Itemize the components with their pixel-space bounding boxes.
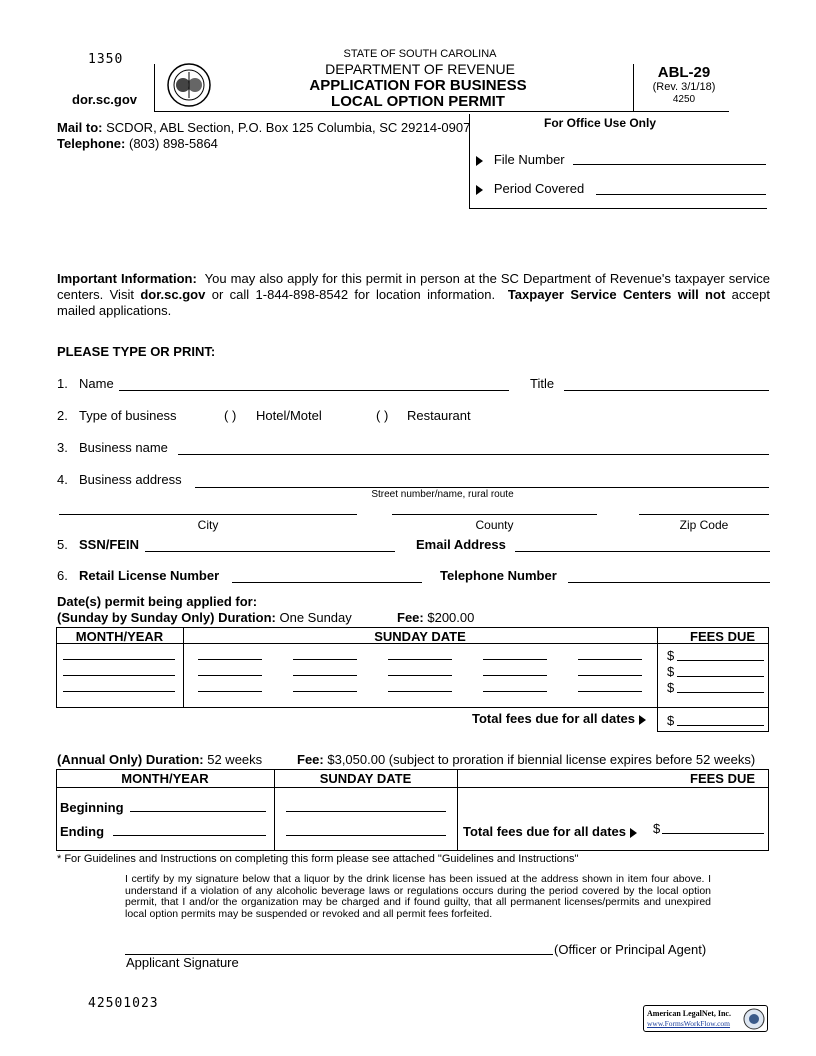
beginning-month-field[interactable] (130, 811, 266, 812)
item-2-number: 2. (57, 408, 68, 423)
file-number-field[interactable] (573, 164, 766, 165)
form-code: 1350 (88, 52, 124, 67)
sunday-month-field[interactable] (63, 675, 175, 676)
sunday-fee-field[interactable] (677, 660, 764, 661)
sunday-month-field[interactable] (63, 691, 175, 692)
name-label: Name (79, 376, 114, 391)
sunday-total-field[interactable] (677, 725, 764, 726)
street-caption: Street number/name, rural route (371, 489, 514, 500)
state-seal-icon (166, 62, 212, 108)
form-title-line2: LOCAL OPTION PERMIT (331, 93, 505, 110)
form-id: 4250 (672, 94, 696, 105)
name-field[interactable] (119, 390, 509, 391)
publisher-badge[interactable] (643, 1005, 768, 1032)
form-number: ABL-29 (657, 64, 711, 81)
sunday-date-field[interactable] (293, 691, 357, 692)
guidelines-note: * For Guidelines and Instructions on completing this form please see attached "Guidelines and Instructions" (57, 853, 579, 865)
important-information: Important Information: You may also apply for this permit in person at the SC Department of Revenue's taxpayer service centers. Visit dor.sc.gov or call 1-844-898-8542 for location information. Taxpayer Service Centers will not accept mailed applications. (57, 271, 770, 318)
hotel-label: Hotel/Motel (256, 408, 322, 423)
period-covered-field[interactable] (596, 194, 766, 195)
zip-caption: Zip Code (679, 518, 729, 532)
arrow-right-icon (476, 185, 483, 195)
restaurant-checkbox[interactable]: ( ) (376, 408, 389, 423)
county-caption: County (475, 518, 514, 532)
sunday-date-field[interactable] (578, 675, 642, 676)
title-field[interactable] (564, 390, 769, 391)
sunday-date-field[interactable] (198, 659, 262, 660)
restaurant-label: Restaurant (407, 408, 471, 423)
hotel-checkbox[interactable]: ( ) (224, 408, 237, 423)
sunday-col-date: SUNDAY DATE (374, 629, 466, 644)
office-use-title: For Office Use Only (543, 116, 657, 130)
business-address-label: Business address (79, 472, 182, 487)
sunday-fee-field[interactable] (677, 692, 764, 693)
sunday-fee-field[interactable] (677, 676, 764, 677)
business-name-label: Business name (79, 440, 168, 455)
email-field[interactable] (515, 551, 770, 552)
form-title-line1: APPLICATION FOR BUSINESS (309, 77, 527, 94)
office-period-covered: Period Covered (476, 181, 584, 196)
annual-col-month: MONTH/YEAR (121, 771, 209, 786)
sunday-date-field[interactable] (578, 691, 642, 692)
sunday-date-field[interactable] (483, 675, 547, 676)
state-name: STATE OF SOUTH CAROLINA (343, 48, 497, 60)
mail-telephone: Telephone: (803) 898-5864 (57, 136, 218, 151)
ending-date-field[interactable] (286, 835, 446, 836)
dates-heading: Date(s) permit being applied for: (57, 594, 258, 609)
sunday-col-fees: FEES DUE (690, 629, 756, 644)
dollar-sign: $ (667, 713, 675, 728)
sunday-total-label: Total fees due for all dates (472, 711, 646, 726)
publisher-logo-icon (743, 1008, 765, 1030)
sunday-date-field[interactable] (483, 659, 547, 660)
arrow-right-icon (630, 828, 637, 838)
type-or-print-instruction: PLEASE TYPE OR PRINT: (57, 344, 216, 359)
item-3-number: 3. (57, 440, 68, 455)
publisher-url[interactable]: www.FormsWorkFlow.com (647, 1019, 731, 1028)
department-name: DEPARTMENT OF REVENUE (325, 61, 515, 77)
beginning-label: Beginning (60, 800, 124, 815)
item-4-number: 4. (57, 472, 68, 487)
sunday-date-field[interactable] (198, 675, 262, 676)
telephone-field[interactable] (568, 582, 770, 583)
item-5-number: 5. (57, 537, 68, 552)
sunday-duration: (Sunday by Sunday Only) Duration: One Sunday (57, 610, 352, 625)
city-caption: City (197, 518, 219, 532)
annual-total-label: Total fees due for all dates (463, 824, 637, 839)
signature-label: Applicant Signature (126, 955, 239, 970)
ssn-field[interactable] (145, 551, 395, 552)
form-revision: (Rev. 3/1/18) (652, 81, 716, 93)
sunday-date-field[interactable] (198, 691, 262, 692)
sunday-fee: Fee: $200.00 (397, 610, 475, 625)
title-label: Title (530, 376, 555, 391)
dollar-sign: $ (667, 648, 675, 663)
street-address-field[interactable] (195, 487, 769, 488)
item-6-number: 6. (57, 568, 68, 583)
arrow-right-icon (639, 715, 646, 725)
sunday-date-field[interactable] (388, 691, 452, 692)
certification-text: I certify by my signature below that a liquor by the drink license has been issued at the address shown in item four above. I understand if a violation of any alcoholic beverage laws or regulations occurs during the period covered by the local option permit, that I and/or the organization may be charged and if found guilty, that all permanent licenses/permits and unexpired local option permits may be suspended or revoked and all permit fees forfeited. (125, 873, 711, 920)
sunday-month-field[interactable] (63, 659, 175, 660)
office-file-number: File Number (476, 152, 565, 167)
sunday-date-field[interactable] (388, 675, 452, 676)
dollar-sign: $ (667, 680, 675, 695)
ending-month-field[interactable] (113, 835, 266, 836)
ending-label: Ending (60, 824, 105, 839)
retail-license-label: Retail License Number (79, 568, 220, 583)
barcode-number: 42501023 (88, 996, 159, 1011)
sunday-date-field[interactable] (293, 659, 357, 660)
dollar-sign: $ (667, 664, 675, 679)
city-field[interactable] (59, 514, 357, 515)
sunday-date-field[interactable] (293, 675, 357, 676)
type-of-business-label: Type of business (79, 408, 177, 423)
ssn-label: SSN/FEIN (79, 537, 139, 552)
annual-col-fees: FEES DUE (690, 771, 756, 786)
annual-col-date: SUNDAY DATE (319, 771, 412, 786)
business-name-field[interactable] (178, 454, 769, 455)
sunday-date-field[interactable] (388, 659, 452, 660)
annual-total-field[interactable] (662, 833, 764, 834)
annual-duration: (Annual Only) Duration: 52 weeks (57, 752, 263, 767)
retail-license-field[interactable] (232, 582, 422, 583)
item-1-number: 1. (57, 376, 68, 391)
arrow-right-icon (476, 156, 483, 166)
zip-field[interactable] (639, 514, 769, 515)
beginning-date-field[interactable] (286, 811, 446, 812)
dollar-sign: $ (653, 821, 661, 836)
officer-label: (Officer or Principal Agent) (554, 942, 707, 957)
website: dor.sc.gov (72, 92, 138, 107)
telephone-label: Telephone Number (440, 568, 557, 583)
publisher-name: American LegalNet, Inc. (647, 1009, 731, 1018)
sunday-date-field[interactable] (483, 691, 547, 692)
annual-fee: Fee: $3,050.00 (subject to proration if biennial license expires before 52 weeks) (297, 752, 756, 767)
county-field[interactable] (392, 514, 597, 515)
sunday-date-field[interactable] (578, 659, 642, 660)
email-label: Email Address (416, 537, 506, 552)
sunday-col-month: MONTH/YEAR (75, 629, 164, 644)
mail-to: Mail to: SCDOR, ABL Section, P.O. Box 125 Columbia, SC 29214-0907 (57, 120, 471, 135)
